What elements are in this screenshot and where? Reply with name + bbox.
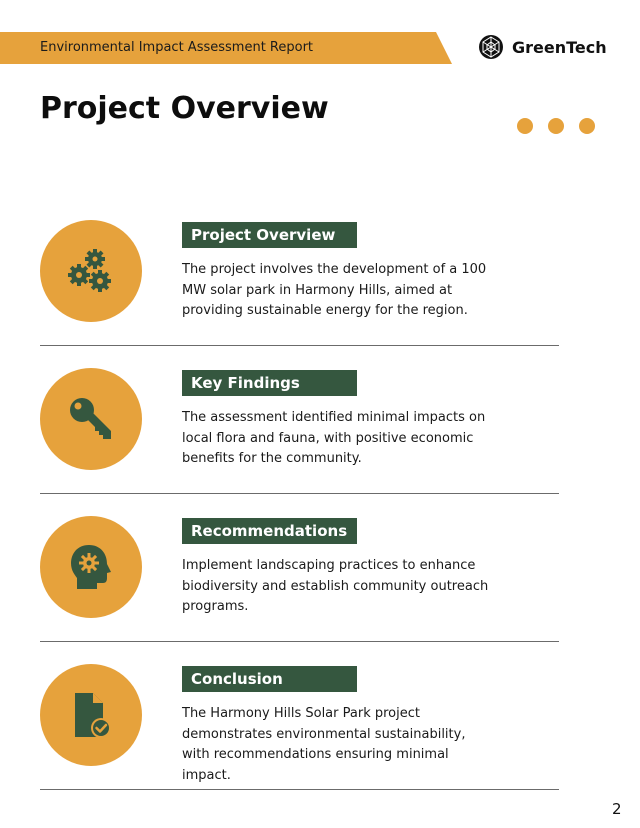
document-check-icon xyxy=(65,689,117,741)
section-recommendations xyxy=(40,516,559,664)
page-title: Project Overview xyxy=(40,91,329,126)
section-label: Conclusion xyxy=(182,666,357,692)
section-text: The assessment identified minimal impacts on local flora and fauna, with positive economic benefits for the community. xyxy=(182,410,486,466)
brand-logo xyxy=(478,34,607,60)
dot xyxy=(517,118,533,134)
section-key-findings xyxy=(40,368,559,516)
section-project-overview xyxy=(40,220,559,368)
report-title: Environmental Impact Assessment Report xyxy=(40,40,314,55)
dot xyxy=(548,118,564,134)
section-label: Key Findings xyxy=(182,370,357,396)
section-divider xyxy=(40,345,559,346)
section-conclusion xyxy=(40,664,559,812)
globe-logo-icon xyxy=(478,34,504,60)
section-label: Project Overview xyxy=(182,222,357,248)
page-number: 2 xyxy=(612,800,622,818)
section-text: The Harmony Hills Solar Park project demonstrates environmental sustainability, with recommendations ensuring minimal impact. xyxy=(182,706,466,783)
section-divider xyxy=(40,789,559,790)
section-icon-circle xyxy=(40,368,142,470)
gears-icon xyxy=(65,245,117,297)
section-divider xyxy=(40,641,559,642)
section-icon-circle xyxy=(40,220,142,322)
section-text: The project involves the development of a 100 MW solar park in Harmony Hills, aimed at providing sustainable energy for the region. xyxy=(182,262,487,318)
section-icon-circle xyxy=(40,664,142,766)
head-gear-icon xyxy=(65,541,117,593)
section-divider xyxy=(40,493,559,494)
section-text: Implement landscaping practices to enhance biodiversity and establish community outreach programs. xyxy=(182,558,489,614)
dot xyxy=(579,118,595,134)
brand-name: GreenTech xyxy=(512,37,607,57)
key-icon xyxy=(65,393,117,445)
decorative-dots xyxy=(517,118,595,134)
section-icon-circle xyxy=(40,516,142,618)
section-label: Recommendations xyxy=(182,518,357,544)
